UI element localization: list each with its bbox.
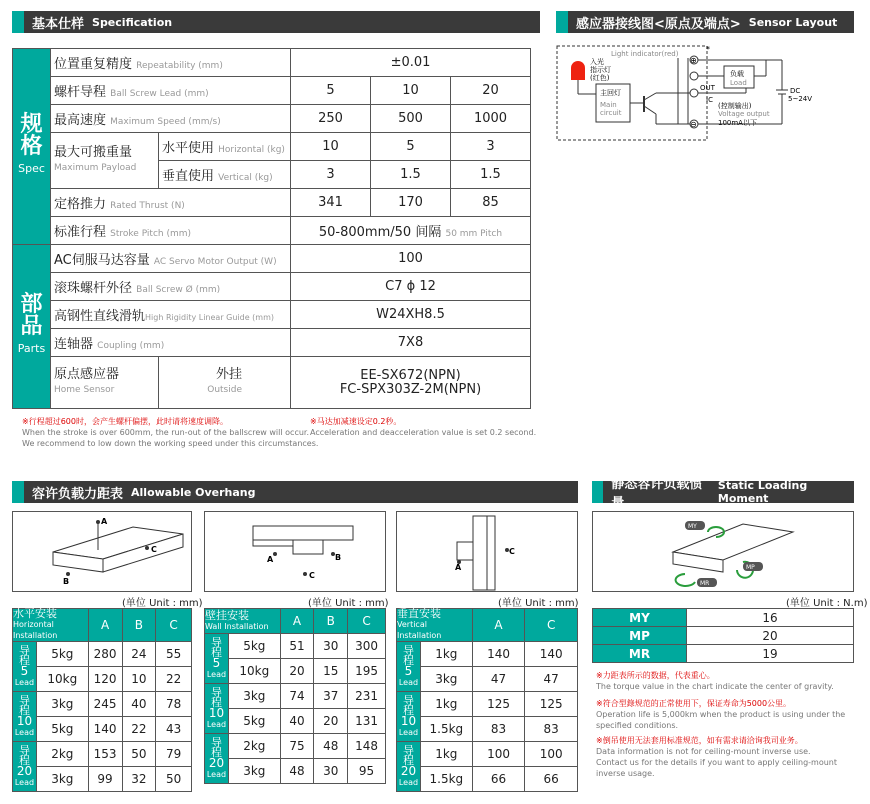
table-cell: 2kg xyxy=(228,734,280,759)
table-cell: 231 xyxy=(348,684,386,709)
svg-text:⊖: ⊖ xyxy=(690,120,697,129)
table-cell: 5kg xyxy=(36,717,88,742)
table-header: 垂直安装 Vertical Installation xyxy=(397,609,473,642)
svg-text:A: A xyxy=(267,555,274,564)
table-cell: 50 xyxy=(156,767,192,792)
table-cell: 153 xyxy=(88,742,122,767)
table-cell: 5kg xyxy=(228,709,280,734)
table-cell: 195 xyxy=(348,659,386,684)
table-cell: 300 xyxy=(348,634,386,659)
svg-text:指示灯: 指示灯 xyxy=(590,66,611,74)
spec-group-label: 规 格 Spec xyxy=(13,49,51,245)
table-cell: 1.5kg xyxy=(420,767,472,792)
table-row xyxy=(205,759,386,784)
table-cell: 3kg xyxy=(420,667,472,692)
table-cell: 3kg xyxy=(36,692,88,717)
table-header: 壁挂安装 Wall Installation xyxy=(205,609,281,634)
spec-header: 基本仕样 Specification xyxy=(12,11,540,33)
stroke-value: 50-800mm/50 间隔 50 mm Pitch xyxy=(291,217,531,245)
svg-text:IC: IC xyxy=(706,96,713,104)
lead-label: 导 程 10 Lead xyxy=(13,692,37,742)
lead-value: 10 xyxy=(371,77,451,105)
table-cell: 3kg xyxy=(228,684,280,709)
table-cell: 131 xyxy=(348,709,386,734)
svg-text:*: * xyxy=(706,45,710,54)
coupling-label: 连轴器 Coupling (mm) xyxy=(51,329,291,357)
table-cell: 148 xyxy=(348,734,386,759)
table-cell: 55 xyxy=(156,642,192,667)
moment-actuator-icon xyxy=(593,512,853,591)
table-cell: 47 xyxy=(472,667,525,692)
table-cell: 74 xyxy=(280,684,314,709)
sensor-header: 感应器接线图<原点及端点> Sensor Layout xyxy=(556,11,854,33)
table-row xyxy=(397,692,578,717)
table-cell: 1kg xyxy=(420,742,472,767)
sensor-wiring-diagram xyxy=(556,38,856,148)
table-cell: 22 xyxy=(156,667,192,692)
table-cell: 30 xyxy=(314,759,348,784)
speed-label: 最高速度 Maximum Speed (mm/s) xyxy=(51,105,291,133)
lead-label: 螺杆导程 Ball Screw Lead (mm) xyxy=(51,77,291,105)
lead-label: 导 程 10 Lead xyxy=(205,684,229,734)
thrust-label: 定格推力 Rated Thrust (N) xyxy=(51,189,291,217)
svg-text:C: C xyxy=(151,545,157,554)
table-cell: 10kg xyxy=(36,667,88,692)
payload-v-value: 1.5 xyxy=(371,161,451,189)
svg-text:主回灯: 主回灯 xyxy=(600,89,621,97)
table-row xyxy=(13,642,192,667)
speed-value: 500 xyxy=(371,105,451,133)
screw-label: 滚珠螺杆外径 Ball Screw Ø (mm) xyxy=(51,273,291,301)
table-cell: 2kg xyxy=(36,742,88,767)
overhang-header: 容许负载力距表 Allowable Overhang xyxy=(12,481,578,503)
parts-group-label: 部 品 Parts xyxy=(13,245,51,409)
thrust-value: 341 xyxy=(291,189,371,217)
svg-text:OUT: OUT xyxy=(700,84,715,92)
svg-text:⊕: ⊕ xyxy=(690,56,697,65)
lead-label: 导 程 5 Lead xyxy=(397,642,421,692)
svg-text:(红色): (红色) xyxy=(590,74,610,82)
table-cell: 47 xyxy=(525,667,578,692)
repeatability-label: 位置重复精度 Repeatability (mm) xyxy=(51,49,291,77)
table-cell: 78 xyxy=(156,692,192,717)
table-cell: 37 xyxy=(314,684,348,709)
motor-value: 100 xyxy=(291,245,531,273)
payload-h-value: 5 xyxy=(371,133,451,161)
table-cell: 50 xyxy=(122,742,156,767)
payload-v-value: 1.5 xyxy=(451,161,531,189)
table-cell: 10 xyxy=(122,667,156,692)
table-cell: 10kg xyxy=(228,659,280,684)
svg-text:Load: Load xyxy=(730,79,747,87)
table-row xyxy=(205,734,386,759)
accel-note: ※马达加减速设定0.2秒。 Acceleration and deacceleration value is set 0.2 second. xyxy=(310,417,537,437)
home-sensor-value: EE-SX672(NPN) FC-SPX303Z-2M(NPN) xyxy=(291,357,531,409)
spec-table xyxy=(12,48,531,409)
horizontal-actuator-icon xyxy=(13,512,191,591)
table-cell: 1.5kg xyxy=(420,717,472,742)
table-cell: 20 xyxy=(314,709,348,734)
table-row xyxy=(205,709,386,734)
table-cell: 48 xyxy=(314,734,348,759)
svg-text:MY: MY xyxy=(688,523,697,530)
payload-vertical-label: 垂直使用 Vertical (kg) xyxy=(159,161,291,189)
table-cell: 66 xyxy=(525,767,578,792)
stroke-label: 标准行程 Stroke Pitch (mm) xyxy=(51,217,291,245)
moment-note-3: ※倒吊使用无法套用标准规范，如有需求请洽询我司业务。 Data information is not for ceiling-mount inverse use. Contact us for the details if you want to apply ceiling-mount inverse usage. xyxy=(596,736,837,778)
horizontal-diagram xyxy=(12,511,192,592)
svg-text:B: B xyxy=(63,577,70,586)
svg-text:circuit: circuit xyxy=(600,109,622,117)
table-row xyxy=(13,742,192,767)
table-cell: 280 xyxy=(88,642,122,667)
guide-value: W24XH8.5 xyxy=(291,301,531,329)
table-row xyxy=(13,717,192,742)
svg-text:MP: MP xyxy=(746,564,755,571)
table-cell: 1kg xyxy=(420,642,472,667)
table-cell: 99 xyxy=(88,767,122,792)
lead-label: 导 程 20 Lead xyxy=(397,742,421,792)
svg-text:入光: 入光 xyxy=(590,58,604,66)
table-cell: 83 xyxy=(472,717,525,742)
moment-header: 静态容许负载惯量 Static Loading Moment xyxy=(592,481,854,503)
speed-value: 1000 xyxy=(451,105,531,133)
svg-text:A: A xyxy=(455,563,462,572)
table-cell: 40 xyxy=(280,709,314,734)
svg-text:MR: MR xyxy=(700,580,710,587)
home-sensor-outside: 外挂 Outside xyxy=(159,357,291,409)
table-cell: 1kg xyxy=(420,692,472,717)
table-cell: 43 xyxy=(156,717,192,742)
thrust-value: 85 xyxy=(451,189,531,217)
table-row xyxy=(13,767,192,792)
vertical-overhang-table: 垂直安装 Vertical Installation A C 导 程 5 Lead 1kg 140 140 3kg 47 47 导 程 10 Lead 1kg 125 125 1.5kg 83 83 导 程 20 Lead 1kg 100 100 1.5kg 66 66 xyxy=(396,608,578,792)
moment-note-2: ※符合型錄规范的正常使用下，保证寿命为5000公里。 Operation life is 5,000km when the product is using under the specified conditions. xyxy=(596,699,846,730)
guide-label: 高钢性直线滑轨High Rigidity Linear Guide (mm) xyxy=(51,301,291,329)
svg-text:Main: Main xyxy=(600,101,617,109)
table-cell: 48 xyxy=(280,759,314,784)
payload-v-value: 3 xyxy=(291,161,371,189)
unit-label: (单位 Unit : mm) xyxy=(122,598,203,609)
lead-label: 导 程 5 Lead xyxy=(205,634,229,684)
svg-text:Light indicator(red): Light indicator(red) xyxy=(611,50,679,58)
svg-text:5~24V: 5~24V xyxy=(788,95,813,103)
table-cell: 140 xyxy=(472,642,525,667)
table-cell: 125 xyxy=(472,692,525,717)
svg-text:负载: 负载 xyxy=(730,70,744,78)
payload-h-value: 3 xyxy=(451,133,531,161)
repeatability-value: ±0.01 xyxy=(291,49,531,77)
lead-label: 导 程 20 Lead xyxy=(13,742,37,792)
table-cell: 15 xyxy=(314,659,348,684)
svg-text:B: B xyxy=(335,553,342,562)
svg-text:(控制输出): (控制输出) xyxy=(718,102,752,110)
table-row xyxy=(13,667,192,692)
table-cell: 83 xyxy=(525,717,578,742)
moment-diagram xyxy=(592,511,854,592)
svg-text:100mA以下: 100mA以下 xyxy=(718,119,757,127)
payload-h-value: 10 xyxy=(291,133,371,161)
table-row xyxy=(205,634,386,659)
table-row xyxy=(397,667,578,692)
table-cell: 20 xyxy=(280,659,314,684)
svg-text:C: C xyxy=(309,571,315,580)
unit-label: (单位 Unit : mm) xyxy=(498,598,579,609)
table-cell: 5kg xyxy=(36,642,88,667)
lead-value: 20 xyxy=(451,77,531,105)
coupling-value: 7X8 xyxy=(291,329,531,357)
moment-table: MY 16 MP 20 MR 19 xyxy=(592,608,854,663)
motor-label: AC伺服马达容量 AC Servo Motor Output (W) xyxy=(51,245,291,273)
unit-label: (单位 Unit : mm) xyxy=(308,598,389,609)
home-sensor-label: 原点感应器 Home Sensor xyxy=(51,357,159,409)
lead-label: 导 程 5 Lead xyxy=(13,642,37,692)
speed-value: 250 xyxy=(291,105,371,133)
table-cell: 5kg xyxy=(228,634,280,659)
table-cell: 40 xyxy=(122,692,156,717)
table-cell: 75 xyxy=(280,734,314,759)
svg-text:C: C xyxy=(509,547,515,556)
lead-value: 5 xyxy=(291,77,371,105)
unit-label: (单位 Unit : N.m) xyxy=(786,598,868,609)
vertical-actuator-icon xyxy=(397,512,577,591)
table-row xyxy=(205,659,386,684)
vertical-diagram xyxy=(396,511,578,592)
thrust-value: 170 xyxy=(371,189,451,217)
table-cell: 140 xyxy=(525,642,578,667)
wall-overhang-table: 壁挂安装 Wall Installation A B C 导 程 5 Lead 5kg 51 30 300 10kg 20 15 195 导 程 10 Lead 3kg 74 37 231 5kg 40 20 131 导 程 20 Lead 2kg 75 48 148 3kg 48 30 95 xyxy=(204,608,386,784)
table-cell: 140 xyxy=(88,717,122,742)
table-cell: 3kg xyxy=(36,767,88,792)
svg-text:A: A xyxy=(101,517,108,526)
table-row xyxy=(205,684,386,709)
payload-horizontal-label: 水平使用 Horizontal (kg) xyxy=(159,133,291,161)
table-cell: 30 xyxy=(314,634,348,659)
table-cell: 125 xyxy=(525,692,578,717)
table-cell: 95 xyxy=(348,759,386,784)
table-cell: 245 xyxy=(88,692,122,717)
table-row xyxy=(397,767,578,792)
svg-text:Voltage output: Voltage output xyxy=(718,110,770,118)
table-cell: 66 xyxy=(472,767,525,792)
svg-text:DC: DC xyxy=(790,87,801,95)
wall-diagram xyxy=(204,511,386,592)
horizontal-overhang-table: 水平安装 Horizontal Installation A B C 导 程 5 Lead 5kg 280 24 55 10kg 120 10 22 导 程 10 Lead 3kg 245 40 78 5kg 140 22 43 导 程 20 Lead 2kg 153 50 79 3kg 99 32 50 xyxy=(12,608,192,792)
table-cell: 22 xyxy=(122,717,156,742)
table-row xyxy=(397,717,578,742)
table-row xyxy=(397,742,578,767)
table-cell: 32 xyxy=(122,767,156,792)
screw-value: C7 ϕ 12 xyxy=(291,273,531,301)
wall-actuator-icon xyxy=(205,512,385,591)
table-cell: 100 xyxy=(525,742,578,767)
table-cell: 51 xyxy=(280,634,314,659)
stroke-note: ※行程超过600时，会产生螺杆偏摆，此时请将速度调降。 When the stroke is over 600mm, the run-out of the ballscrew will occur. We recommend to low down the working speed under this circumstances. xyxy=(22,417,319,448)
table-cell: 3kg xyxy=(228,759,280,784)
table-cell: 120 xyxy=(88,667,122,692)
table-cell: 100 xyxy=(472,742,525,767)
lead-label: 导 程 10 Lead xyxy=(397,692,421,742)
table-cell: 79 xyxy=(156,742,192,767)
table-row xyxy=(397,642,578,667)
lead-label: 导 程 20 Lead xyxy=(205,734,229,784)
payload-label: 最大可搬重量 Maximum Payload xyxy=(51,133,159,189)
moment-note-1: ※力距表所示的数据，代表重心。 The torque value in the chart indicate the center of gravity. xyxy=(596,671,834,691)
table-row xyxy=(13,692,192,717)
table-header: 水平安装 Horizontal Installation xyxy=(13,609,89,642)
table-cell: 24 xyxy=(122,642,156,667)
